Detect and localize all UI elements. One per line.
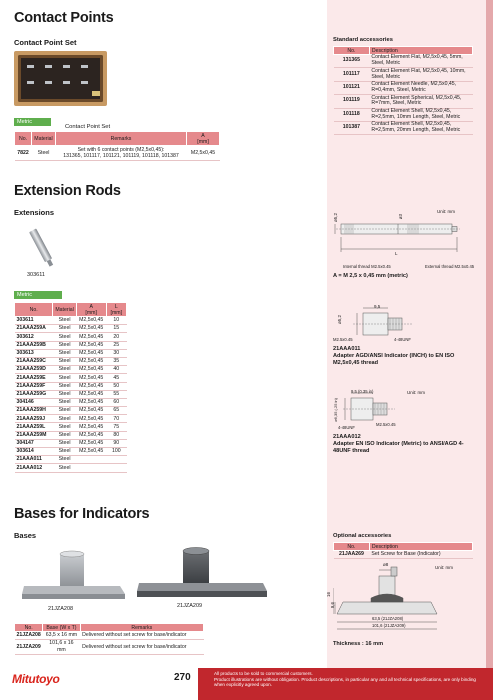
col-no: No. <box>15 132 32 146</box>
col-material: Material <box>31 132 55 146</box>
table-cell: 21AAA259M <box>15 431 53 439</box>
table-cell: 101117 <box>334 68 370 81</box>
table-cell: Steel <box>53 325 76 333</box>
table-cell: M2,5x0,45 <box>76 325 106 333</box>
rod-photo-label: 303611 <box>27 272 45 278</box>
table-cell: Steel <box>53 439 76 447</box>
table-row <box>15 341 127 349</box>
adapter-011-code: 21AAA011 <box>333 346 361 352</box>
col-no: No. <box>334 543 370 551</box>
table-row: 7822 Steel Set with 6 contact points (M2,5x0,45): 131365, 101117, 101121, 101119, 101118, 101387 M2,5x0,45 <box>15 146 220 161</box>
metric-badge-contact: Metric <box>14 118 51 126</box>
table-cell: Contact Element Shell, M2,5x0,45, R=2,5mm, 10mm Length, Steel, Metric <box>369 108 472 121</box>
table-cell: 101121 <box>334 81 370 94</box>
base-dim-height-16: 16 <box>326 592 331 598</box>
table-cell: Steel <box>53 349 76 357</box>
col-base: Base (W x T) <box>43 624 80 632</box>
extensions-subtitle: Extensions <box>14 208 55 217</box>
table-cell: M2,5x0,45 <box>76 317 106 325</box>
table-cell: 35 <box>106 357 126 365</box>
table-cell: 101,6 x 16 mm <box>43 640 80 655</box>
table-row <box>15 448 127 456</box>
table-row <box>15 439 127 447</box>
table-cell <box>76 456 106 464</box>
table-cell: M2,5x0,45 <box>76 333 106 341</box>
table-cell: M2,5x0,45 <box>76 357 106 365</box>
table-cell: 304147 <box>15 439 53 447</box>
table-row <box>15 431 127 439</box>
table-row <box>15 325 127 333</box>
table-cell: 65 <box>106 407 126 415</box>
table-row <box>15 317 127 325</box>
table-cell: M2,5x0,45 <box>76 431 106 439</box>
table-row <box>15 374 127 382</box>
col-description: Description <box>369 543 472 551</box>
table-row <box>15 464 127 472</box>
section-title-extension-rods: Extension Rods <box>14 183 121 199</box>
adapter-011-thread-left: M2.5x0.45 <box>333 337 353 342</box>
table-row <box>15 390 127 398</box>
table-cell: 21AAA259B <box>15 341 53 349</box>
standard-accessories-title: Standard accessories <box>333 37 393 43</box>
table-cell: M2,5x0,45 <box>76 415 106 423</box>
table-row <box>334 81 473 94</box>
table-cell: 21AAA011 <box>15 456 53 464</box>
table-cell: Steel <box>53 382 76 390</box>
table-cell: M2,5x0,45 <box>76 349 106 357</box>
table-cell: M2,5x0,45 <box>76 382 106 390</box>
table-cell: 40 <box>106 366 126 374</box>
table-cell: 50 <box>106 382 126 390</box>
table-row: 21JAA269 Set Screw for Base (Indicator) <box>334 551 473 559</box>
table-cell: 101387 <box>334 122 370 135</box>
table-row <box>15 366 127 374</box>
col-remarks: Remarks <box>80 624 203 632</box>
table-cell: Steel <box>53 333 76 341</box>
table-cell: M2,5x0,45 <box>76 398 106 406</box>
table-cell: 70 <box>106 415 126 423</box>
table-row <box>334 108 473 121</box>
table-cell: 303613 <box>15 349 53 357</box>
table-cell: Steel <box>53 423 76 431</box>
base-photo-label-2: 21JZA209 <box>177 603 203 609</box>
table-cell: 100 <box>106 448 126 456</box>
table-cell: Steel <box>53 357 76 365</box>
table-cell: 30 <box>106 349 126 357</box>
table-cell: Steel <box>53 390 76 398</box>
table-cell <box>106 456 126 464</box>
table-cell: 55 <box>106 390 126 398</box>
base-dim-top: ø8 <box>383 562 389 567</box>
contact-point-table <box>14 131 220 161</box>
table-cell: Steel <box>53 448 76 456</box>
adapter-012-code: 21AAA012 <box>333 434 361 440</box>
adapter-011-desc: Adapter AGD/ANSI Indicator (INCH) to EN ISO M2,5x0,45 thread <box>333 353 455 366</box>
table-row <box>15 357 127 365</box>
table-cell: Steel <box>53 374 76 382</box>
col-material: Material <box>53 303 76 317</box>
table-cell: Steel <box>53 415 76 423</box>
table-row <box>334 55 473 68</box>
table-cell: 101119 <box>334 95 370 108</box>
table-cell: M2,5x0,45 <box>76 423 106 431</box>
table-row <box>15 398 127 406</box>
optional-accessories-table <box>333 542 473 559</box>
adapter-012-unit: Unit: mm <box>407 390 425 395</box>
table-cell: Steel <box>53 456 76 464</box>
table-row <box>334 68 473 81</box>
table-cell: 131365 <box>334 55 370 68</box>
rod-dim-phi: ø3 <box>398 214 403 220</box>
base-21jza209-photo <box>137 545 267 603</box>
table-cell: Steel <box>53 431 76 439</box>
adapter-012-thread-right: M2.5x0.45 <box>376 422 396 427</box>
table-cell: Contact Element Flat, M2,5x0,45, 5mm, Steel, Metric <box>369 55 472 68</box>
table-cell: Delivered without set screw for base/indicator <box>80 632 203 640</box>
extension-rods-table <box>14 302 127 473</box>
table-row <box>15 382 127 390</box>
table-cell: 10 <box>106 317 126 325</box>
adapter-012-desc: Adapter EN ISO Indicator (Metric) to ANSI/AGD 4-48UNF thread <box>333 441 464 454</box>
table-cell: 21AAA259E <box>15 374 53 382</box>
table-row <box>334 95 473 108</box>
sidebar-edge-strip <box>486 0 493 668</box>
bases-table <box>14 623 204 655</box>
base-drawing-unit: Unit: mm <box>435 565 453 570</box>
table-cell: Contact Element Shell, M2,5x0,45, R=2,5mm, 20mm Length, Steel, Metric <box>369 122 472 135</box>
table-row <box>15 640 204 655</box>
col-a: A [mm] <box>76 303 106 317</box>
base-photo-label-1: 21JZA208 <box>48 606 74 612</box>
table-cell: 304146 <box>15 398 53 406</box>
table-cell: M2,5x0,45 <box>76 374 106 382</box>
section-title-bases: Bases for Indicators <box>14 506 150 522</box>
table-cell: 25 <box>106 341 126 349</box>
table-cell: 15 <box>106 325 126 333</box>
contact-table-caption: Contact Point Set <box>65 124 111 130</box>
adapter-012-dim-side: ø6,35 (.25 in) <box>333 398 338 422</box>
table-cell: 303612 <box>15 333 53 341</box>
table-cell: 80 <box>106 431 126 439</box>
adapter-012-dim-top: 9,5 (0.35 in) <box>351 389 374 394</box>
table-cell: Contact Element Spherical, M2,5x0,45, R=7mm, Steel, Metric <box>369 95 472 108</box>
table-row <box>15 407 127 415</box>
table-cell <box>76 464 106 472</box>
base-dim-height-9-6: 9,6 <box>330 602 335 609</box>
adapter-011-thread-right: 4-48UNF <box>394 337 411 342</box>
rod-thread-formula: A = M 2,5 x 0,45 mm (metric) <box>333 273 408 279</box>
rod-internal-thread: Internal thread M2.5x0.45 <box>343 264 391 269</box>
base-dim-width-208: 63,5 (21JZA208) <box>372 616 404 621</box>
adapter-011-dim-top: 9,5 <box>374 304 381 309</box>
table-row <box>15 423 127 431</box>
col-no: No. <box>15 624 43 632</box>
table-cell: 21AAA259G <box>15 390 53 398</box>
table-cell: 20 <box>106 333 126 341</box>
adapter-011-dim-side: ø5,2 <box>337 315 342 325</box>
base-21jza208-photo <box>22 550 125 602</box>
table-cell: M2,5x0,45 <box>76 407 106 415</box>
table-cell: 101118 <box>334 108 370 121</box>
table-cell: 21AAA259F <box>15 382 53 390</box>
table-cell: M2,5x0,45 <box>76 341 106 349</box>
table-cell: Steel <box>53 366 76 374</box>
col-remarks: Remarks <box>55 132 186 146</box>
standard-accessories-table <box>333 46 473 135</box>
contact-point-set-photo <box>14 51 107 106</box>
table-cell: 60 <box>106 398 126 406</box>
base-dim-width-209: 101,6 (21JZA209) <box>372 623 406 628</box>
table-cell: Steel <box>53 464 76 472</box>
table-cell: 21AAA259H <box>15 407 53 415</box>
table-cell: 21AAA259C <box>15 357 53 365</box>
page-number: 270 <box>174 672 191 683</box>
bases-subtitle: Bases <box>14 531 37 540</box>
table-cell: 21JZA208 <box>16 632 41 639</box>
table-row <box>15 333 127 341</box>
rod-external-thread: External thread M2.5x0.45 <box>425 264 475 269</box>
table-cell: 21AAA259J <box>15 415 53 423</box>
extension-rod-photo <box>22 226 62 271</box>
base-thickness: Thickness : 16 mm <box>333 641 384 647</box>
table-cell: Contact Element Needle, M2,5x0,45, R=0,4mm, Steel, Metric <box>369 81 472 94</box>
table-cell: M2,5x0,45 <box>76 448 106 456</box>
table-cell: M2,5x0,45 <box>76 390 106 398</box>
col-a: A [mm] <box>187 132 220 146</box>
table-cell: 21AAA259L <box>15 423 53 431</box>
metric-badge-rods: Metric <box>14 291 62 299</box>
table-cell: 21AAA259A <box>15 325 53 333</box>
table-row <box>334 122 473 135</box>
table-cell: 21AAA259D <box>15 366 53 374</box>
table-cell: M2,5x0,45 <box>76 439 106 447</box>
table-cell: 63,5 x 16 mm <box>43 632 80 640</box>
table-cell: Steel <box>53 398 76 406</box>
table-cell: Delivered without set screw for base/indicator <box>80 640 203 655</box>
table-cell <box>106 464 126 472</box>
section-title-contact-points: Contact Points <box>14 10 114 26</box>
table-cell: Steel <box>53 341 76 349</box>
contact-point-set-subtitle: Contact Point Set <box>14 38 77 47</box>
table-cell: Steel <box>53 407 76 415</box>
col-no: No. <box>15 303 53 317</box>
optional-accessories-title: Optional accessories <box>333 533 392 539</box>
adapter-012-thread-left: 4-48UNF <box>338 425 355 430</box>
table-cell: Contact Element Flat, M2,5x0,45, 10mm, Steel, Metric <box>369 68 472 81</box>
table-cell: 45 <box>106 374 126 382</box>
table-row <box>15 632 204 640</box>
rod-dim-length: L <box>395 251 398 256</box>
table-cell: 75 <box>106 423 126 431</box>
table-row <box>15 456 127 464</box>
table-cell: Steel <box>53 317 76 325</box>
rod-dim-phi2: ø5,2 <box>333 213 338 223</box>
table-cell: 21JZA209 <box>15 640 43 655</box>
table-cell: M2,5x0,45 <box>76 366 106 374</box>
table-row <box>15 349 127 357</box>
table-cell: 90 <box>106 439 126 447</box>
col-l: L [mm] <box>106 303 126 317</box>
footer-disclaimer: All products to be sold to commercial customers. Product illustrations are without obligation. Product descriptions, in particular any and all technical specifications, are only binding when explicitly agreed upon. <box>214 671 476 688</box>
col-description: Description <box>369 47 472 55</box>
mitutoyo-logo: Mitutoyo <box>12 672 60 686</box>
table-cell: 21AAA012 <box>15 464 53 472</box>
table-cell: 303614 <box>15 448 53 456</box>
table-row <box>15 415 127 423</box>
rod-drawing-unit: Unit: mm <box>437 209 455 214</box>
table-cell: 303611 <box>15 317 53 325</box>
col-no: No. <box>334 47 370 55</box>
